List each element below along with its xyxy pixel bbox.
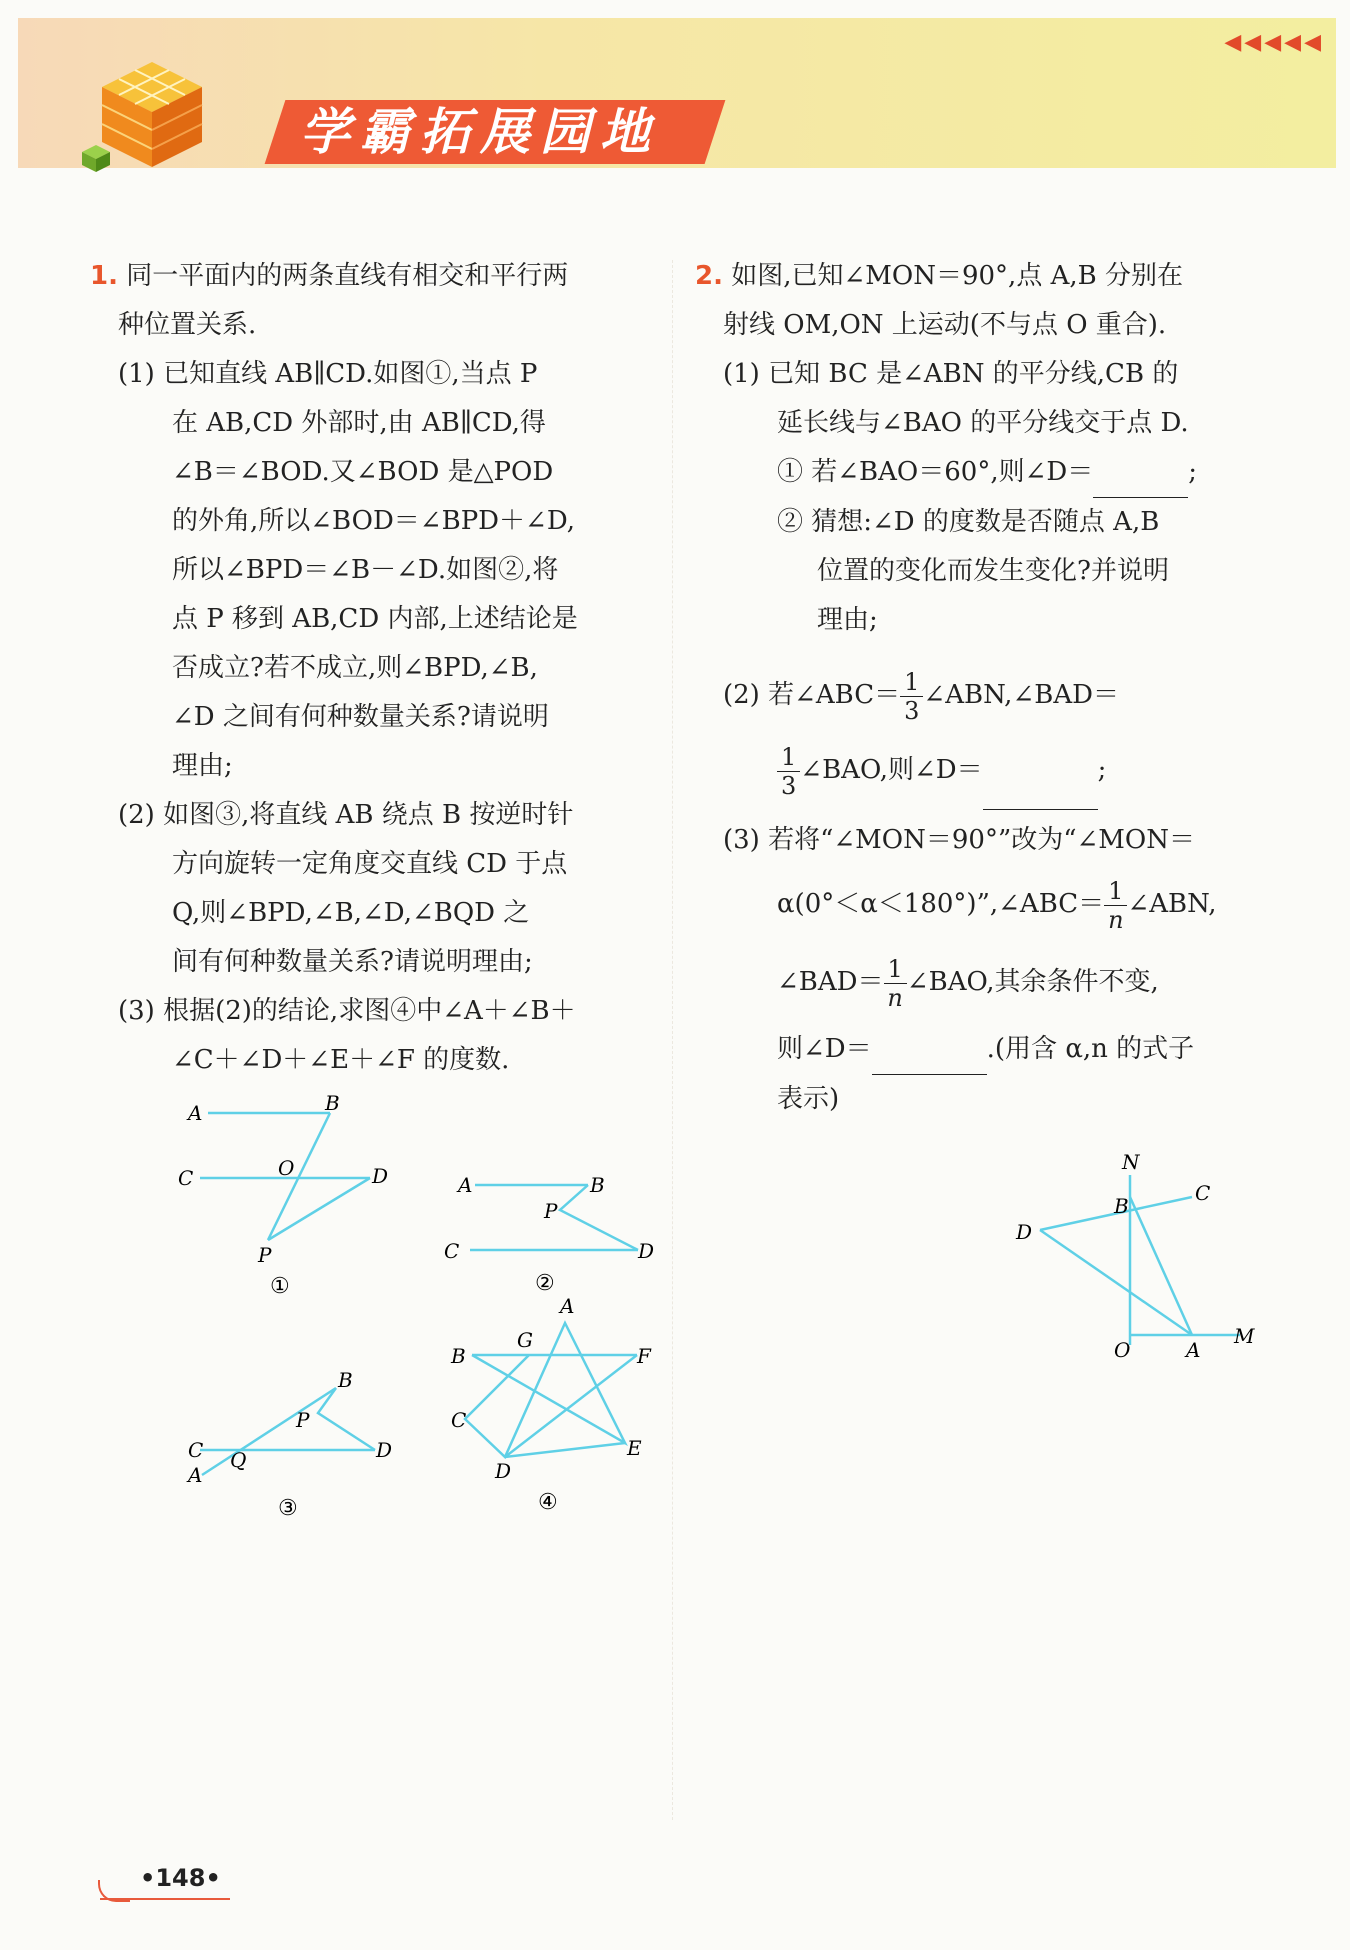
q1-part1-line: ∠D 之间有何种数量关系?请说明 bbox=[172, 702, 549, 732]
label-A: A bbox=[188, 1101, 203, 1125]
figure-2 bbox=[440, 1162, 670, 1302]
label-N: N bbox=[1122, 1150, 1140, 1174]
q2-intro-2: 射线 OM,ON 上运动(不与点 O 重合). bbox=[723, 310, 1167, 340]
q2-part1-sub2-line: 位置的变化而发生变化?并说明 bbox=[817, 556, 1169, 586]
figure-2-caption: ② bbox=[535, 1271, 555, 1296]
label-O: O bbox=[278, 1156, 295, 1180]
q1-part2-line: 方向旋转一定角度交直线 CD 于点 bbox=[172, 849, 568, 879]
fraction-one-third: $\frac{1}{3}$ bbox=[900, 668, 923, 725]
label-B: B bbox=[325, 1091, 340, 1115]
q2-part3-line-5: 表示) bbox=[777, 1084, 840, 1114]
q1-part1-line: 在 AB,CD 外部时,由 AB∥CD,得 bbox=[172, 408, 546, 438]
q1-part1-line: (1) 已知直线 AB∥CD.如图①,当点 P bbox=[118, 359, 538, 389]
figure-3 bbox=[180, 1365, 410, 1525]
q2-part3-line-2: α(0°＜α＜180°)”,∠ABC＝ $\frac{1}{n}$ ∠ABN, bbox=[777, 876, 1217, 934]
label-F: F bbox=[637, 1344, 651, 1368]
fraction-one-over-n: $\frac{1}{n}$ bbox=[884, 955, 907, 1012]
q2-part2-line-2: $\frac{1}{3}$ ∠BAO,则∠D＝ ; bbox=[695, 731, 1270, 810]
answer-blank[interactable] bbox=[1093, 448, 1188, 498]
label-A: A bbox=[560, 1295, 575, 1318]
figure-1-caption: ① bbox=[270, 1274, 290, 1299]
page-number-underline bbox=[100, 1898, 230, 1900]
q1-line-0: 1. 同一平面内的两条直线有相交和平行两 bbox=[90, 261, 569, 291]
q1-part1-line: 所以∠BPD＝∠B－∠D.如图②,将 bbox=[172, 555, 559, 585]
page-number: •148• bbox=[140, 1864, 221, 1892]
figure-q2 bbox=[1010, 1145, 1270, 1365]
answer-blank[interactable] bbox=[872, 1025, 987, 1075]
label-Q: Q bbox=[230, 1448, 247, 1472]
label-C: C bbox=[451, 1408, 467, 1432]
q2-part1-line: 延长线与∠BAO 的平分线交于点 D. bbox=[777, 408, 1189, 438]
q1-part2-line: 间有何种数量关系?请说明理由; bbox=[172, 947, 533, 977]
q2-part1-sub2: ② 猜想:∠D 的度数是否随点 A,B bbox=[777, 507, 1160, 537]
q1-part1-line: ∠B＝∠BOD.又∠BOD 是△POD bbox=[172, 457, 554, 487]
q2-part1-sub2-line: 理由; bbox=[817, 605, 878, 635]
label-D: D bbox=[372, 1164, 389, 1188]
q1-part2-line: Q,则∠BPD,∠B,∠D,∠BQD 之 bbox=[172, 898, 530, 928]
label-A: A bbox=[188, 1463, 203, 1487]
column-divider bbox=[672, 260, 673, 1820]
question-1 bbox=[90, 252, 650, 1085]
label-D: D bbox=[1016, 1220, 1033, 1244]
cube-icon bbox=[82, 52, 222, 172]
label-P: P bbox=[296, 1408, 310, 1432]
label-A: A bbox=[1186, 1338, 1201, 1362]
q1-part3-line: (3) 根据(2)的结论,求图④中∠A＋∠B＋ bbox=[118, 996, 576, 1026]
q1-part1-line: 否成立?若不成立,则∠BPD,∠B, bbox=[172, 653, 538, 683]
q1-part2-line: (2) 如图③,将直线 AB 绕点 B 按逆时针 bbox=[118, 800, 574, 830]
q1-part1-line: 理由; bbox=[172, 751, 233, 781]
label-C: C bbox=[1195, 1181, 1211, 1205]
label-B: B bbox=[338, 1368, 353, 1392]
q1-line-1: 种位置关系. bbox=[118, 310, 257, 340]
banner-band bbox=[18, 168, 1336, 198]
label-C: C bbox=[444, 1239, 460, 1263]
label-A: A bbox=[458, 1173, 473, 1197]
q2-part1-line: (1) 已知 BC 是∠ABN 的平分线,CB 的 bbox=[723, 359, 1179, 389]
q1-part1-line: 点 P 移到 AB,CD 内部,上述结论是 bbox=[172, 604, 578, 634]
q1-part1-line: 的外角,所以∠BOD＝∠BPD＋∠D, bbox=[172, 506, 576, 536]
label-O: O bbox=[1114, 1338, 1131, 1362]
label-C: C bbox=[188, 1438, 204, 1462]
q2-part1-sub1: ① 若∠BAO＝60°,则∠D＝ ; bbox=[695, 448, 1270, 498]
label-B: B bbox=[590, 1173, 605, 1197]
label-P: P bbox=[544, 1199, 558, 1223]
figure-4-caption: ④ bbox=[538, 1490, 558, 1515]
label-B: B bbox=[451, 1344, 466, 1368]
q2-part3-line-4: 则∠D＝ .(用含 α,n 的式子 bbox=[695, 1025, 1270, 1075]
q1-number: 1. bbox=[90, 261, 118, 291]
q2-part2-line-1: (2) 若∠ABC＝ $\frac{1}{3}$ ∠ABN,∠BAD＝ bbox=[723, 667, 1119, 725]
section-title: 学霸拓展园地 bbox=[300, 103, 660, 161]
q2-intro: 2. 如图,已知∠MON＝90°,点 A,B 分别在 bbox=[695, 261, 1183, 291]
q2-part3-line-1: (3) 若将“∠MON＝90°”改为“∠MON＝ bbox=[723, 825, 1195, 855]
figure-1 bbox=[170, 1090, 410, 1300]
label-P: P bbox=[258, 1243, 272, 1267]
answer-blank[interactable] bbox=[983, 731, 1098, 810]
label-D: D bbox=[376, 1438, 393, 1462]
fraction-one-over-n: $\frac{1}{n}$ bbox=[1104, 877, 1127, 934]
q2-number: 2. bbox=[695, 261, 723, 291]
label-G: G bbox=[517, 1328, 533, 1352]
label-C: C bbox=[178, 1166, 194, 1190]
figure-3-caption: ③ bbox=[278, 1496, 298, 1521]
fraction-one-third: $\frac{1}{3}$ bbox=[777, 743, 800, 800]
question-2 bbox=[695, 252, 1270, 1124]
figure-4 bbox=[445, 1295, 670, 1520]
label-M: M bbox=[1234, 1324, 1255, 1348]
arrows-decoration: ◀◀◀◀◀ bbox=[1224, 30, 1324, 55]
label-B: B bbox=[1114, 1194, 1129, 1218]
q2-part3-line-3: ∠BAD＝ $\frac{1}{n}$ ∠BAO,其余条件不变, bbox=[777, 954, 1159, 1012]
label-E: E bbox=[627, 1436, 642, 1460]
q1-part3-line: ∠C＋∠D＋∠E＋∠F 的度数. bbox=[172, 1045, 510, 1075]
label-D: D bbox=[495, 1459, 512, 1483]
label-D: D bbox=[638, 1239, 655, 1263]
